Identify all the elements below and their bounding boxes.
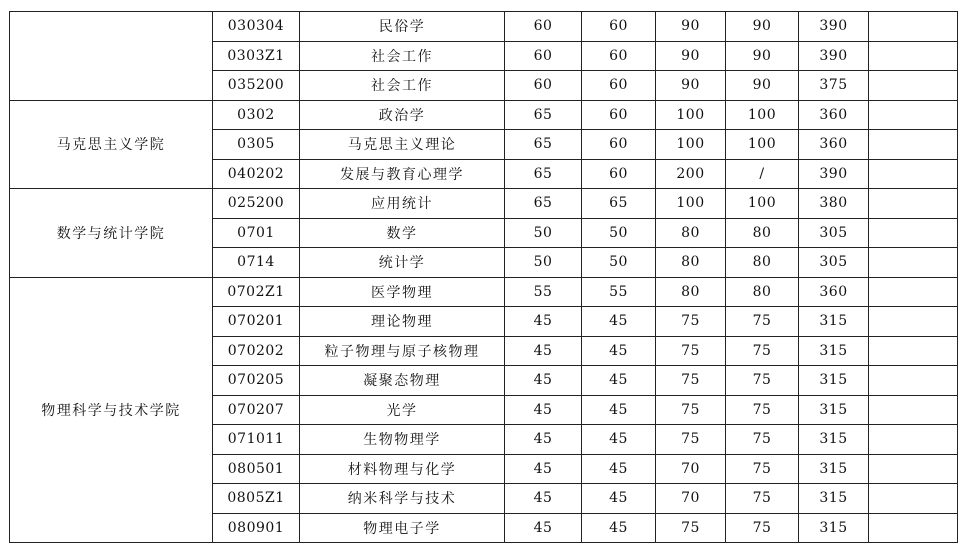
extra-cell <box>869 218 958 248</box>
score-foreign-language-cell: 55 <box>582 277 656 307</box>
score-politics-cell: 55 <box>505 277 582 307</box>
score-politics-cell: 45 <box>505 454 582 484</box>
score-total-cell: 375 <box>799 71 869 101</box>
major-name-cell: 凝聚态物理 <box>300 366 505 396</box>
table-row <box>10 189 958 219</box>
score-total-cell: 315 <box>799 366 869 396</box>
score-politics-cell: 50 <box>505 218 582 248</box>
score-subject-two-cell: 100 <box>726 100 799 130</box>
major-name-cell: 数学 <box>300 218 505 248</box>
score-foreign-language-cell: 65 <box>582 189 656 219</box>
extra-cell <box>869 425 958 455</box>
table-row <box>10 12 958 42</box>
score-politics-cell: 45 <box>505 366 582 396</box>
score-foreign-language-cell: 45 <box>582 307 656 337</box>
major-name-cell: 社会工作 <box>300 41 505 71</box>
score-foreign-language-cell: 60 <box>582 12 656 42</box>
extra-cell <box>869 100 958 130</box>
extra-cell <box>869 336 958 366</box>
score-foreign-language-cell: 50 <box>582 218 656 248</box>
major-code-cell: 0714 <box>213 248 300 278</box>
score-politics-cell: 60 <box>505 12 582 42</box>
score-subject-one-cell: 75 <box>656 366 726 396</box>
score-subject-two-cell: 90 <box>726 12 799 42</box>
score-politics-cell: 45 <box>505 484 582 514</box>
score-subject-two-cell: 80 <box>726 277 799 307</box>
major-name-cell: 粒子物理与原子核物理 <box>300 336 505 366</box>
extra-cell <box>869 189 958 219</box>
score-total-cell: 360 <box>799 100 869 130</box>
score-politics-cell: 65 <box>505 189 582 219</box>
extra-cell <box>869 307 958 337</box>
score-subject-one-cell: 75 <box>656 307 726 337</box>
score-foreign-language-cell: 45 <box>582 484 656 514</box>
extra-cell <box>869 12 958 42</box>
score-subject-two-cell: 100 <box>726 130 799 160</box>
score-politics-cell: 65 <box>505 100 582 130</box>
major-code-cell: 070205 <box>213 366 300 396</box>
score-subject-one-cell: 100 <box>656 100 726 130</box>
score-politics-cell: 60 <box>505 71 582 101</box>
score-foreign-language-cell: 60 <box>582 130 656 160</box>
score-subject-two-cell: 80 <box>726 248 799 278</box>
score-subject-two-cell: 75 <box>726 307 799 337</box>
score-subject-two-cell: 90 <box>726 41 799 71</box>
score-foreign-language-cell: 45 <box>582 395 656 425</box>
major-name-cell: 统计学 <box>300 248 505 278</box>
major-code-cell: 080501 <box>213 454 300 484</box>
score-total-cell: 315 <box>799 336 869 366</box>
score-politics-cell: 45 <box>505 336 582 366</box>
major-code-cell: 0702Z1 <box>213 277 300 307</box>
score-foreign-language-cell: 50 <box>582 248 656 278</box>
score-politics-cell: 65 <box>505 159 582 189</box>
score-subject-two-cell: / <box>726 159 799 189</box>
score-foreign-language-cell: 45 <box>582 336 656 366</box>
score-foreign-language-cell: 45 <box>582 513 656 543</box>
extra-cell <box>869 454 958 484</box>
major-code-cell: 071011 <box>213 425 300 455</box>
score-total-cell: 380 <box>799 189 869 219</box>
score-total-cell: 315 <box>799 484 869 514</box>
extra-cell <box>869 41 958 71</box>
major-code-cell: 070202 <box>213 336 300 366</box>
extra-cell <box>869 159 958 189</box>
score-total-cell: 360 <box>799 130 869 160</box>
score-subject-one-cell: 80 <box>656 248 726 278</box>
score-subject-one-cell: 75 <box>656 513 726 543</box>
major-name-cell: 政治学 <box>300 100 505 130</box>
score-subject-one-cell: 100 <box>656 189 726 219</box>
major-name-cell: 社会工作 <box>300 71 505 101</box>
extra-cell <box>869 395 958 425</box>
score-politics-cell: 45 <box>505 395 582 425</box>
major-code-cell: 0302 <box>213 100 300 130</box>
major-code-cell: 025200 <box>213 189 300 219</box>
score-total-cell: 315 <box>799 395 869 425</box>
major-name-cell: 马克思主义理论 <box>300 130 505 160</box>
score-subject-one-cell: 90 <box>656 41 726 71</box>
score-subject-one-cell: 100 <box>656 130 726 160</box>
major-name-cell: 医学物理 <box>300 277 505 307</box>
major-name-cell: 材料物理与化学 <box>300 454 505 484</box>
score-subject-one-cell: 75 <box>656 425 726 455</box>
score-total-cell: 390 <box>799 41 869 71</box>
score-subject-one-cell: 70 <box>656 484 726 514</box>
major-name-cell: 纳米科学与技术 <box>300 484 505 514</box>
score-subject-two-cell: 75 <box>726 454 799 484</box>
score-subject-two-cell: 75 <box>726 484 799 514</box>
major-code-cell: 0305 <box>213 130 300 160</box>
extra-cell <box>869 484 958 514</box>
score-subject-one-cell: 75 <box>656 395 726 425</box>
major-code-cell: 0701 <box>213 218 300 248</box>
score-politics-cell: 45 <box>505 513 582 543</box>
major-code-cell: 070201 <box>213 307 300 337</box>
score-politics-cell: 65 <box>505 130 582 160</box>
table-row <box>10 100 958 130</box>
score-politics-cell: 60 <box>505 41 582 71</box>
score-total-cell: 360 <box>799 277 869 307</box>
major-code-cell: 0303Z1 <box>213 41 300 71</box>
score-foreign-language-cell: 60 <box>582 41 656 71</box>
extra-cell <box>869 277 958 307</box>
major-code-cell: 030304 <box>213 12 300 42</box>
major-name-cell: 光学 <box>300 395 505 425</box>
score-subject-two-cell: 75 <box>726 513 799 543</box>
score-subject-two-cell: 75 <box>726 425 799 455</box>
extra-cell <box>869 248 958 278</box>
score-foreign-language-cell: 60 <box>582 100 656 130</box>
score-total-cell: 315 <box>799 513 869 543</box>
major-name-cell: 发展与教育心理学 <box>300 159 505 189</box>
college-cell: 马克思主义学院 <box>10 100 213 189</box>
score-subject-two-cell: 100 <box>726 189 799 219</box>
extra-cell <box>869 366 958 396</box>
score-subject-one-cell: 90 <box>656 12 726 42</box>
college-cell: 数学与统计学院 <box>10 189 213 278</box>
major-name-cell: 生物物理学 <box>300 425 505 455</box>
major-code-cell: 0805Z1 <box>213 484 300 514</box>
score-total-cell: 390 <box>799 12 869 42</box>
score-politics-cell: 50 <box>505 248 582 278</box>
score-subject-two-cell: 90 <box>726 71 799 101</box>
score-foreign-language-cell: 45 <box>582 454 656 484</box>
score-foreign-language-cell: 60 <box>582 159 656 189</box>
extra-cell <box>869 71 958 101</box>
score-foreign-language-cell: 45 <box>582 425 656 455</box>
table-row <box>10 277 958 307</box>
score-total-cell: 315 <box>799 454 869 484</box>
score-total-cell: 315 <box>799 307 869 337</box>
score-subject-one-cell: 80 <box>656 218 726 248</box>
score-subject-one-cell: 70 <box>656 454 726 484</box>
score-total-cell: 390 <box>799 159 869 189</box>
major-name-cell: 应用统计 <box>300 189 505 219</box>
major-code-cell: 040202 <box>213 159 300 189</box>
score-subject-one-cell: 80 <box>656 277 726 307</box>
table-body <box>10 12 958 543</box>
score-politics-cell: 45 <box>505 307 582 337</box>
score-foreign-language-cell: 45 <box>582 366 656 396</box>
score-subject-two-cell: 75 <box>726 366 799 396</box>
college-cell <box>10 12 213 101</box>
score-subject-one-cell: 90 <box>656 71 726 101</box>
college-cell: 物理科学与技术学院 <box>10 277 213 543</box>
score-politics-cell: 45 <box>505 425 582 455</box>
major-code-cell: 080901 <box>213 513 300 543</box>
score-subject-one-cell: 200 <box>656 159 726 189</box>
score-foreign-language-cell: 60 <box>582 71 656 101</box>
score-total-cell: 305 <box>799 218 869 248</box>
score-total-cell: 305 <box>799 248 869 278</box>
major-name-cell: 理论物理 <box>300 307 505 337</box>
score-subject-one-cell: 75 <box>656 336 726 366</box>
score-total-cell: 315 <box>799 425 869 455</box>
major-code-cell: 035200 <box>213 71 300 101</box>
score-table <box>9 11 958 543</box>
major-name-cell: 物理电子学 <box>300 513 505 543</box>
extra-cell <box>869 513 958 543</box>
score-subject-two-cell: 75 <box>726 395 799 425</box>
major-name-cell: 民俗学 <box>300 12 505 42</box>
score-subject-two-cell: 75 <box>726 336 799 366</box>
major-code-cell: 070207 <box>213 395 300 425</box>
extra-cell <box>869 130 958 160</box>
score-subject-two-cell: 80 <box>726 218 799 248</box>
